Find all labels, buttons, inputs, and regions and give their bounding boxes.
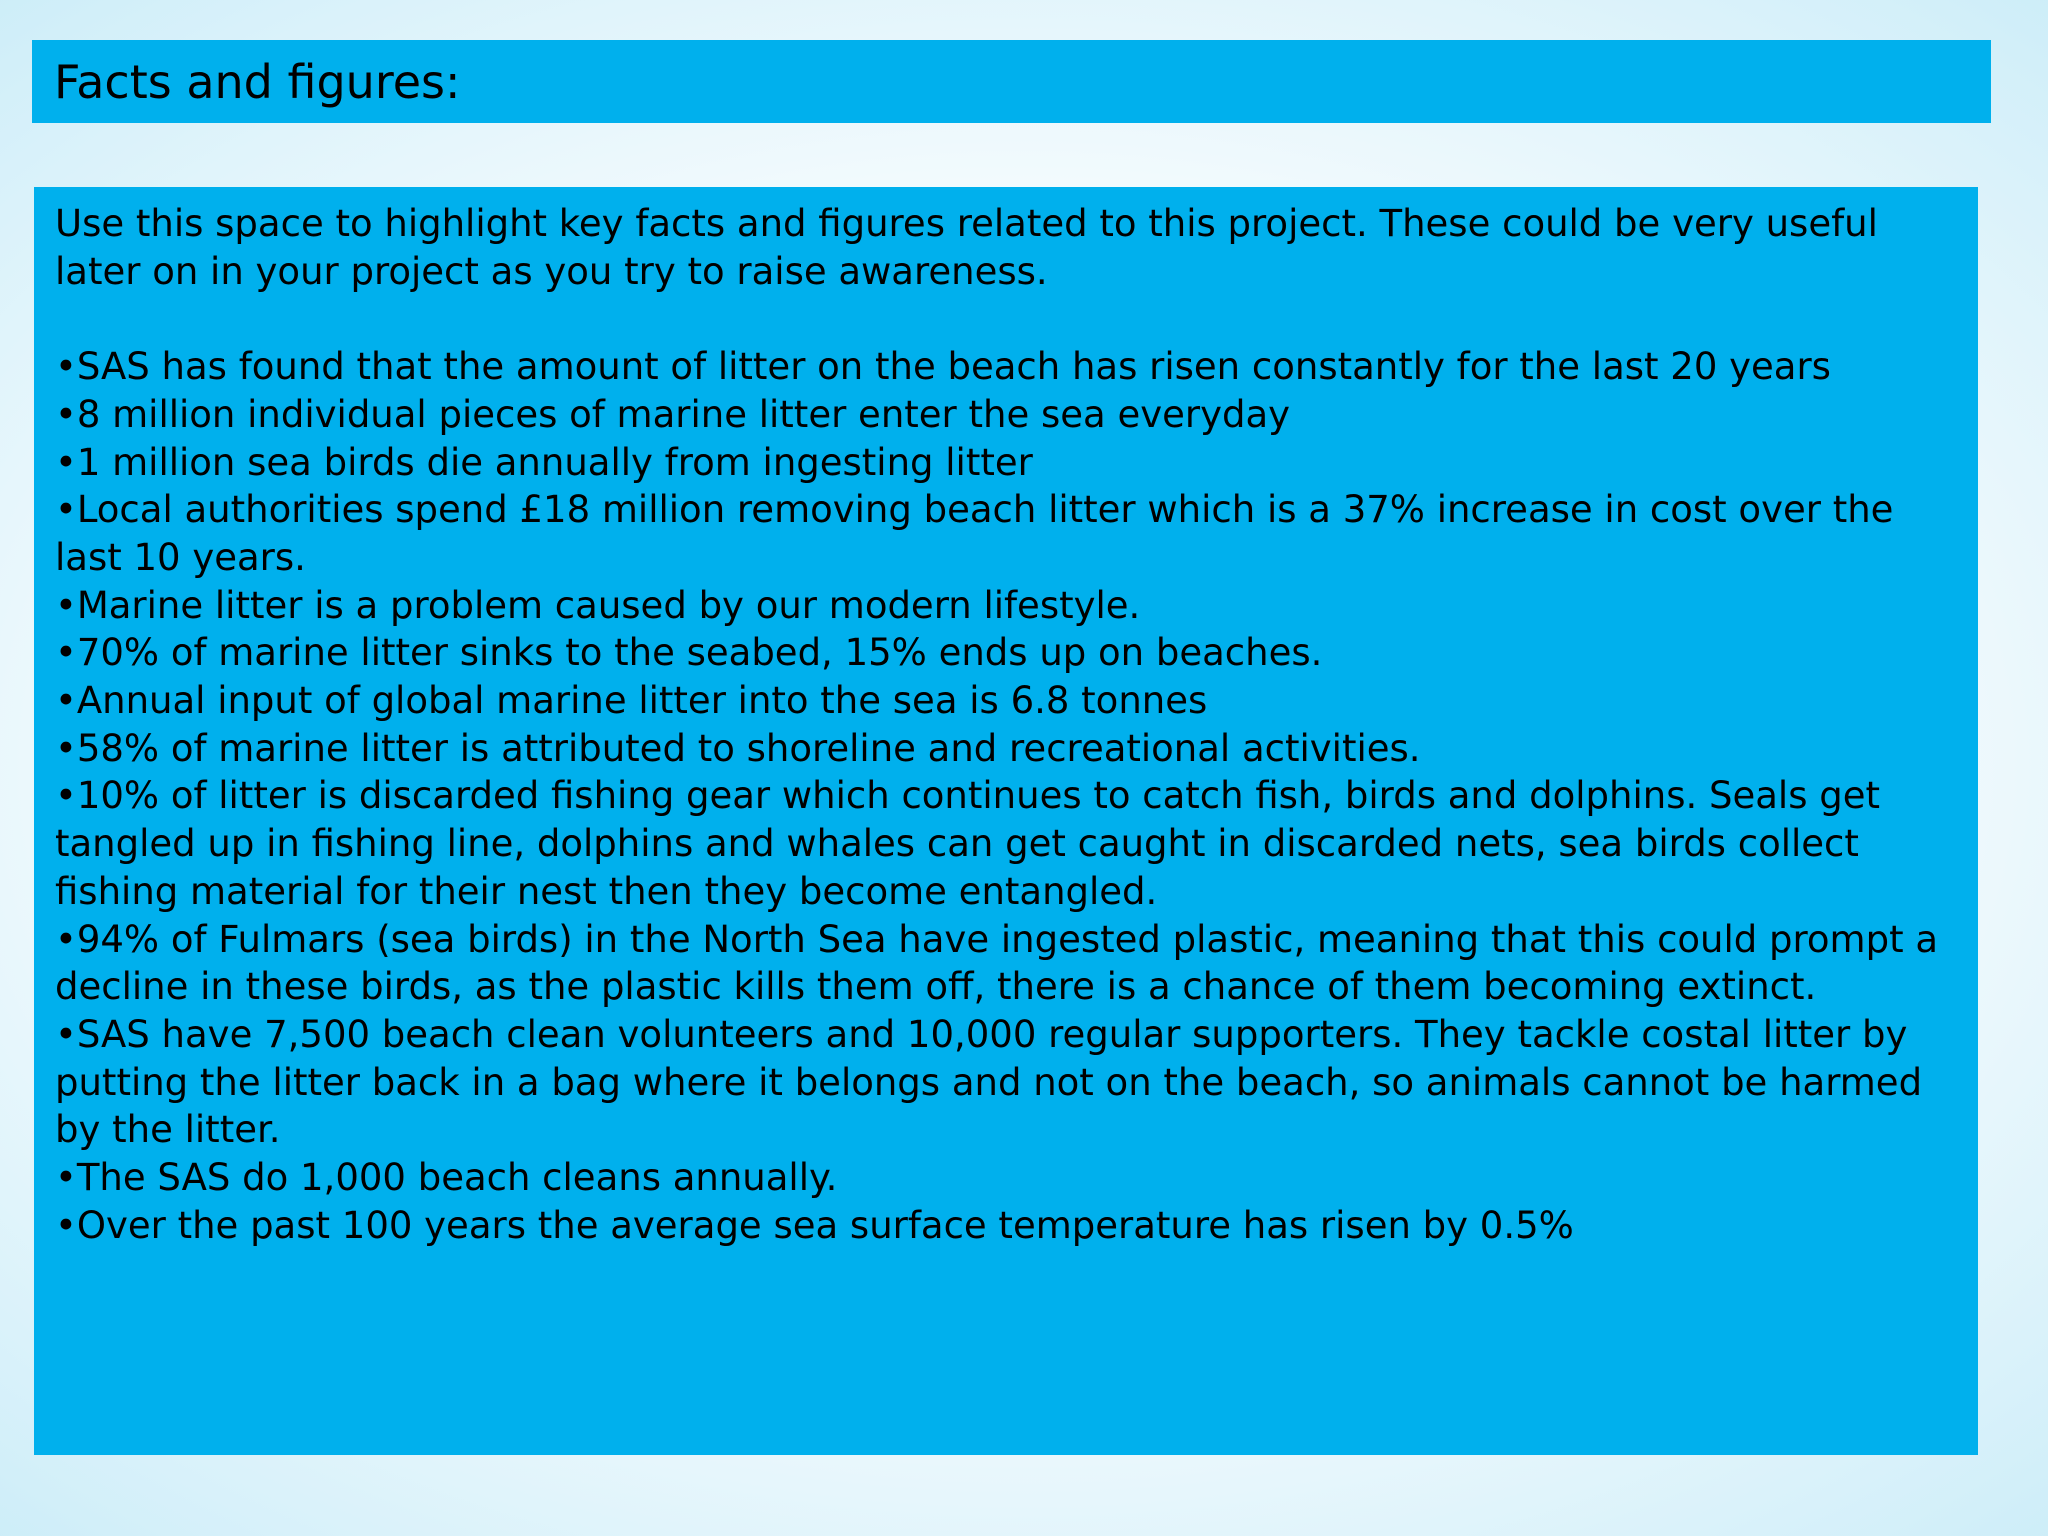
fact-text: SAS has found that the amount of litter on the beach has risen constantly for the last 20 years	[76, 345, 1831, 389]
fact-text: SAS have 7,500 beach clean volunteers and 10,000 regular supporters. They tackle costal litter by putting the litter back in a bag where it belongs and not on the beach, so animals cannot be harmed by the litter.	[55, 1012, 1923, 1152]
fact-text: 94% of Fulmars (sea birds) in the North Sea have ingested plastic, meaning that this could prompt a decline in these birds, as the plastic kills them off, there is a chance of them becoming extinct.	[55, 917, 1939, 1009]
fact-text: 8 million individual pieces of marine litter enter the sea everyday	[76, 392, 1291, 436]
slide-title: Facts and figures:	[54, 54, 461, 109]
fact-text: 70% of marine litter sinks to the seabed, 15% ends up on beaches.	[76, 631, 1323, 675]
fact-item	[55, 677, 1958, 725]
fact-text: 58% of marine litter is attributed to shoreline and recreational activities.	[76, 726, 1421, 770]
bullet: •	[55, 917, 77, 961]
fact-item	[55, 629, 1958, 677]
bullet: •	[55, 1203, 77, 1247]
bullet: •	[55, 392, 77, 436]
paragraph-spacer	[55, 295, 1958, 343]
bullet: •	[55, 488, 77, 532]
fact-item	[55, 916, 1958, 1011]
bullet: •	[55, 631, 77, 675]
fact-item	[55, 1011, 1958, 1154]
fact-text: 10% of litter is discarded fishing gear which continues to catch fish, birds and dolphins. Seals get tangled up in fishing line, dolphins and whales can get caught in discarded nets, sea birds collect fishing material for their nest then they become entangled.	[55, 774, 1880, 913]
title-bar	[32, 40, 1991, 123]
fact-item	[55, 391, 1958, 439]
intro-text: Use this space to highlight key facts and figures related to this project. These could be very useful later on in your project as you try to raise awareness.	[55, 202, 1878, 293]
fact-text: Marine litter is a problem caused by our modern lifestyle.	[76, 583, 1141, 627]
bullet: •	[55, 1012, 77, 1056]
fact-item	[55, 1202, 1958, 1250]
fact-item	[55, 1154, 1958, 1202]
bullet: •	[55, 345, 77, 389]
fact-item	[55, 439, 1958, 487]
fact-item	[55, 582, 1958, 630]
facts-content-box	[34, 187, 1978, 1455]
bullet: •	[55, 440, 77, 484]
bullet: •	[55, 774, 77, 818]
fact-text: Annual input of global marine litter into the sea is 6.8 tonnes	[76, 679, 1208, 723]
fact-text: 1 million sea birds die annually from ingesting litter	[76, 440, 1033, 484]
bullet: •	[55, 679, 77, 723]
fact-text: Local authorities spend £18 million removing beach litter which is a 37% increase in cost over the last 10 years.	[55, 488, 1894, 579]
fact-text: The SAS do 1,000 beach cleans annually.	[76, 1156, 838, 1200]
fact-item	[55, 343, 1958, 391]
fact-item	[55, 772, 1958, 915]
fact-text: Over the past 100 years the average sea surface temperature has risen by 0.5%	[76, 1203, 1574, 1247]
fact-item	[55, 486, 1958, 581]
facts-list	[55, 343, 1958, 1249]
bullet: •	[55, 1156, 77, 1200]
fact-item	[55, 725, 1958, 773]
bullet: •	[55, 583, 77, 627]
bullet: •	[55, 726, 77, 770]
